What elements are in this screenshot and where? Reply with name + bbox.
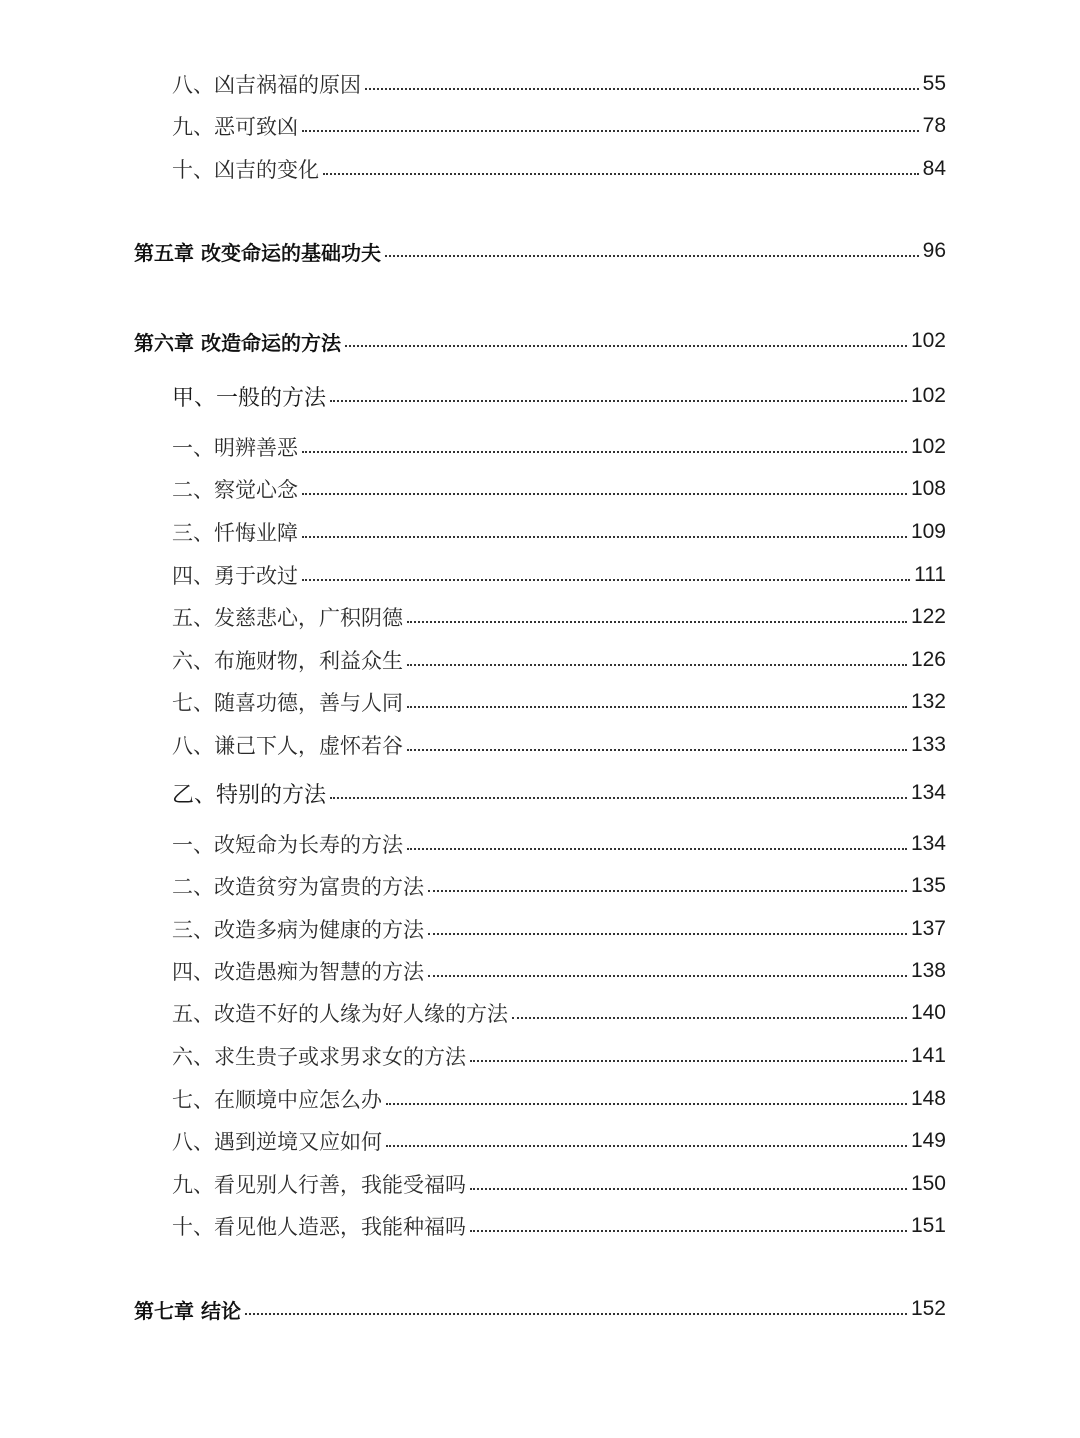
toc-entry[interactable] (0, 64, 1080, 104)
toc-section-title: 乙、特别的方法 (172, 782, 327, 808)
toc-entry-page: 55 (922, 72, 946, 95)
toc-entry-title: 三、忏悔业障 (172, 521, 298, 545)
dot-leader (330, 797, 907, 799)
toc-entry-title: 六、布施财物，利益众生 (172, 649, 403, 673)
toc-entry-title: 五、发慈悲心，广积阴德 (172, 606, 403, 630)
toc-chapter[interactable] (0, 1289, 1080, 1329)
dot-leader (330, 400, 907, 402)
dot-leader (407, 621, 907, 623)
toc-chapter-page: 152 (910, 1297, 946, 1320)
toc-entry-page: 84 (922, 157, 946, 180)
toc-entry[interactable] (0, 951, 1080, 991)
toc-entry-title: 四、勇于改过 (172, 564, 298, 588)
toc-section-title: 甲、一般的方法 (172, 385, 327, 411)
toc-entry-page: 150 (910, 1172, 946, 1195)
dot-leader (302, 451, 907, 453)
toc-entry-page: 138 (910, 959, 946, 982)
toc-section[interactable] (0, 773, 1080, 813)
toc-entry-page: 102 (910, 435, 946, 458)
toc-entry-page: 134 (910, 832, 946, 855)
toc-entry-page: 132 (910, 690, 946, 713)
dot-leader (428, 890, 907, 892)
dot-leader (345, 345, 907, 347)
toc-entry-page: 151 (910, 1214, 946, 1237)
dot-leader (428, 933, 907, 935)
toc-entry[interactable] (0, 1206, 1080, 1246)
toc-entry[interactable] (0, 909, 1080, 949)
toc-entry-title: 八、遇到逆境又应如何 (172, 1130, 382, 1154)
dot-leader (407, 749, 907, 751)
toc-entry[interactable] (0, 469, 1080, 509)
dot-leader (302, 579, 910, 581)
toc-entry[interactable] (0, 640, 1080, 680)
toc-entry-title: 三、改造多病为健康的方法 (172, 918, 424, 942)
dot-leader (428, 975, 907, 977)
toc-entry[interactable] (0, 1164, 1080, 1204)
toc-entry[interactable] (0, 149, 1080, 189)
toc-entry-title: 十、凶吉的变化 (172, 158, 319, 182)
toc-entry[interactable] (0, 597, 1080, 637)
dot-leader (302, 493, 907, 495)
toc-entry-title: 八、凶吉祸福的原因 (172, 73, 361, 97)
toc-entry-page: 133 (910, 733, 946, 756)
toc-entry-page: 126 (910, 648, 946, 671)
toc-chapter-title: 第五章 改变命运的基础功夫 (134, 240, 381, 265)
toc-entry-title: 二、改造贫穷为富贵的方法 (172, 875, 424, 899)
toc-entry[interactable] (0, 1079, 1080, 1119)
toc-entry-page: 148 (910, 1087, 946, 1110)
toc-entry[interactable] (0, 1121, 1080, 1161)
toc-entry-page: 137 (910, 917, 946, 940)
toc-entry-title: 一、明辨善恶 (172, 436, 298, 460)
dot-leader (470, 1060, 907, 1062)
toc-entry-title: 七、随喜功德，善与人同 (172, 691, 403, 715)
toc-entry[interactable] (0, 866, 1080, 906)
toc-entry-page: 111 (914, 563, 946, 586)
toc-entry-title: 二、察觉心念 (172, 478, 298, 502)
toc-chapter-title: 第七章 结论 (134, 1298, 241, 1323)
toc-entry-title: 一、改短命为长寿的方法 (172, 833, 403, 857)
dot-leader (407, 664, 907, 666)
toc-entry-page: 78 (922, 114, 946, 137)
toc-entry-page: 141 (910, 1044, 946, 1067)
toc-chapter[interactable] (0, 231, 1080, 271)
toc-entry-title: 八、谦己下人，虚怀若谷 (172, 734, 403, 758)
toc-section[interactable] (0, 376, 1080, 416)
toc-entry-page: 135 (910, 874, 946, 897)
toc-entry-page: 109 (910, 520, 946, 543)
dot-leader (245, 1313, 907, 1315)
toc-entry-page: 122 (910, 605, 946, 628)
dot-leader (407, 848, 907, 850)
dot-leader (407, 706, 907, 708)
toc-chapter-title: 第六章 改造命运的方法 (134, 330, 341, 355)
toc-entry[interactable] (0, 106, 1080, 146)
toc-section-page: 134 (910, 781, 946, 804)
dot-leader (385, 255, 919, 257)
toc-entry[interactable] (0, 682, 1080, 722)
toc-section-page: 102 (910, 384, 946, 407)
toc-entry[interactable] (0, 725, 1080, 765)
toc-chapter-page: 102 (910, 329, 946, 352)
toc-entry-title: 七、在顺境中应怎么办 (172, 1088, 382, 1112)
dot-leader (302, 536, 907, 538)
toc-entry-title: 六、求生贵子或求男求女的方法 (172, 1045, 466, 1069)
toc-chapter-page: 96 (922, 239, 946, 262)
toc-entry[interactable] (0, 824, 1080, 864)
toc-entry[interactable] (0, 427, 1080, 467)
toc-entry[interactable] (0, 1036, 1080, 1076)
toc-chapter[interactable] (0, 321, 1080, 361)
toc-entry[interactable] (0, 512, 1080, 552)
toc-entry[interactable] (0, 993, 1080, 1033)
dot-leader (386, 1145, 907, 1147)
toc-entry-page: 140 (910, 1001, 946, 1024)
dot-leader (386, 1103, 907, 1105)
toc-entry-title: 十、看见他人造恶，我能种福吗 (172, 1215, 466, 1239)
toc-entry-page: 149 (910, 1129, 946, 1152)
dot-leader (302, 130, 919, 132)
dot-leader (470, 1230, 907, 1232)
toc-entry-title: 四、改造愚痴为智慧的方法 (172, 960, 424, 984)
dot-leader (365, 88, 919, 90)
dot-leader (470, 1188, 907, 1190)
toc-entry-page: 108 (910, 477, 946, 500)
toc-entry[interactable] (0, 555, 1080, 595)
toc-entry-title: 九、恶可致凶 (172, 115, 298, 139)
dot-leader (512, 1017, 907, 1019)
dot-leader (323, 173, 919, 175)
toc-entry-title: 九、看见别人行善，我能受福吗 (172, 1173, 466, 1197)
toc-entry-title: 五、改造不好的人缘为好人缘的方法 (172, 1002, 508, 1026)
